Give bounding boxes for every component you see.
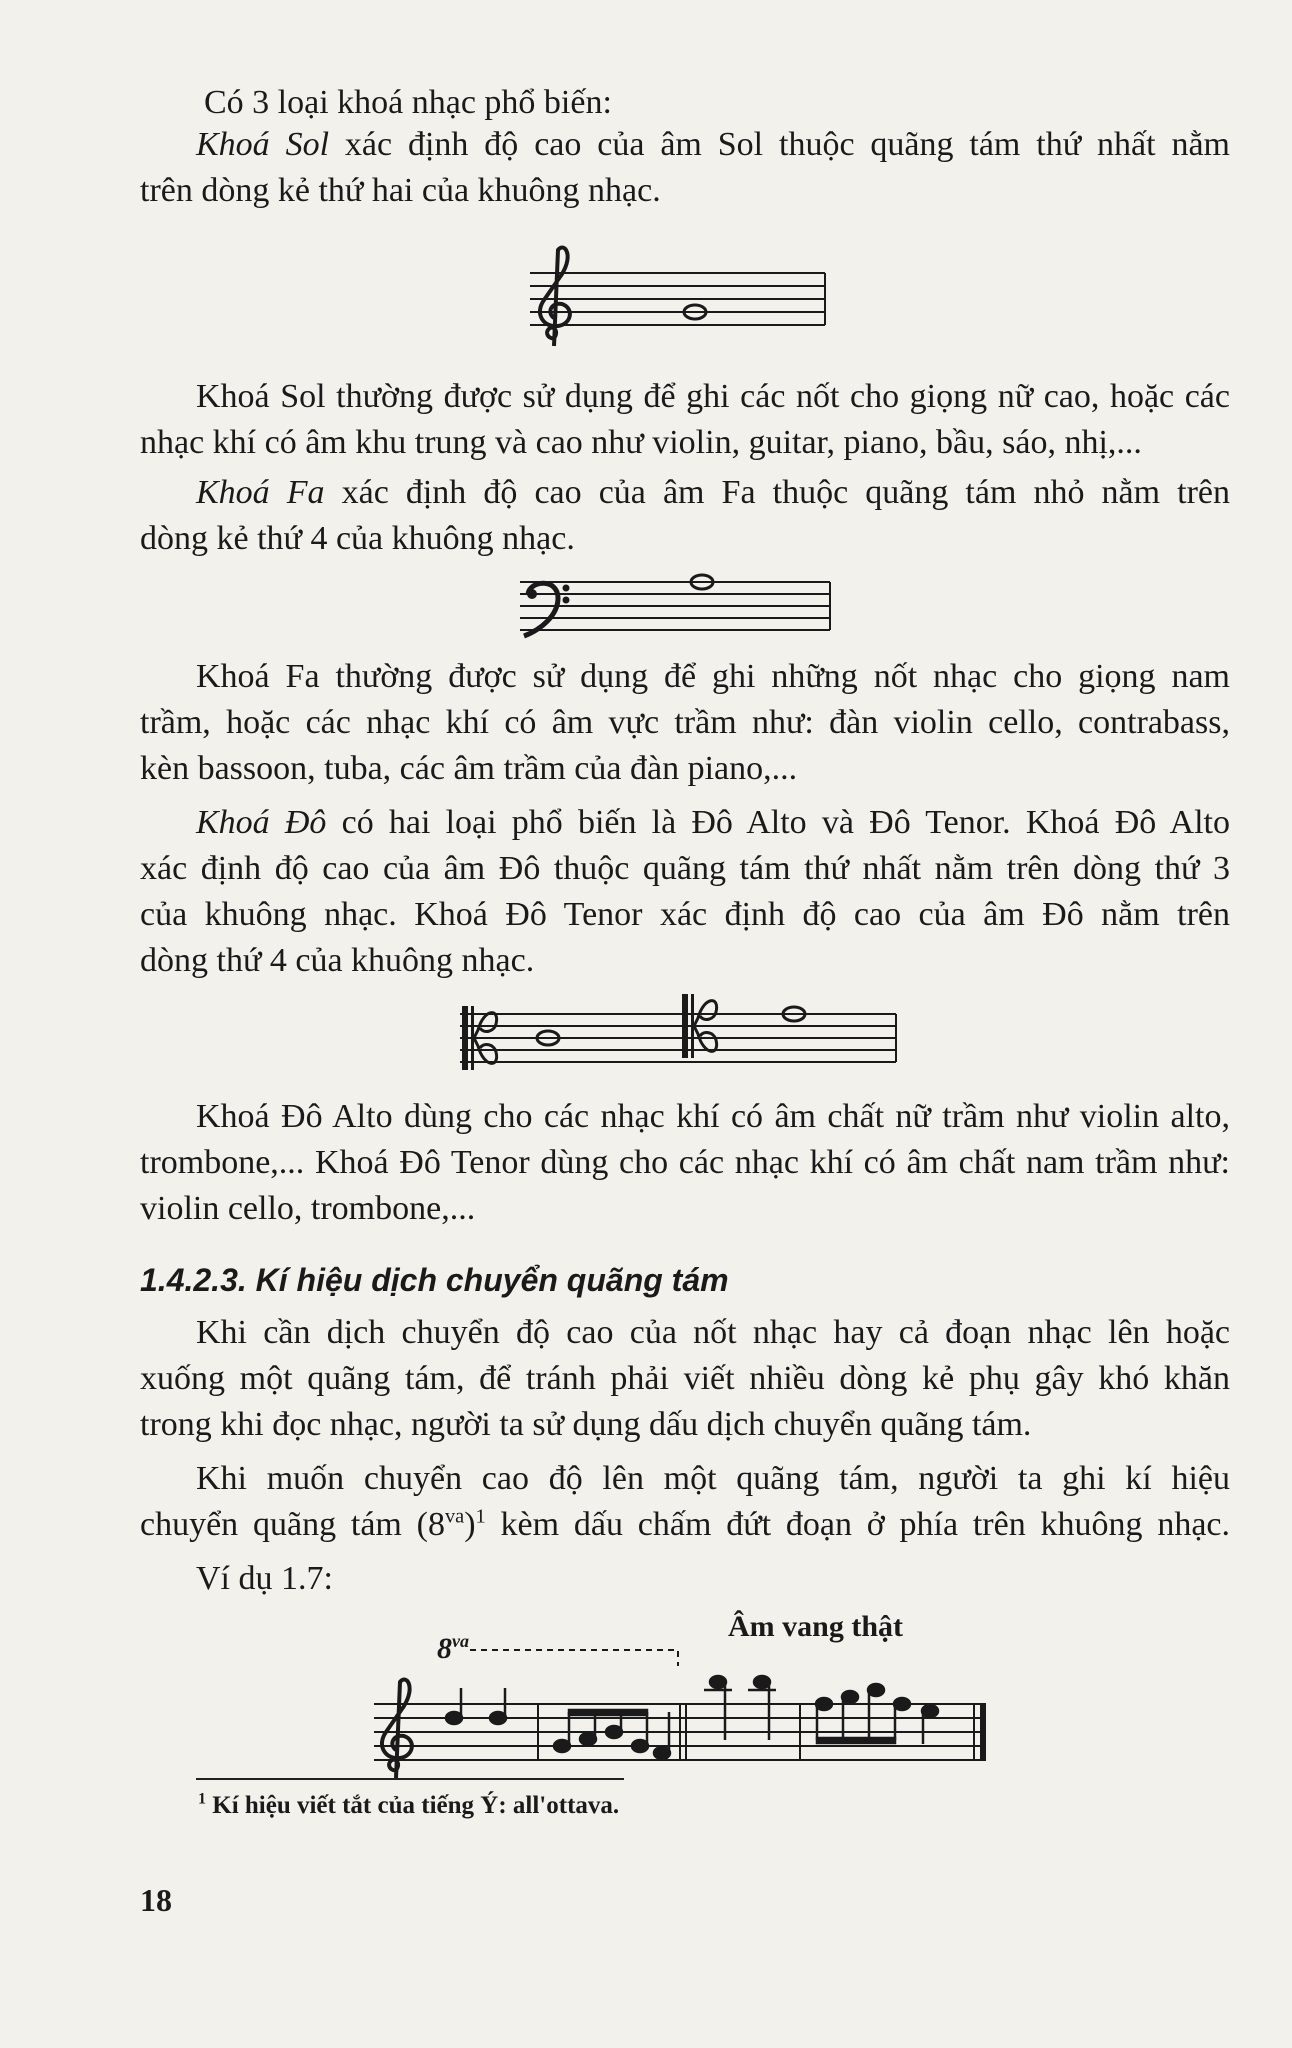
real-sound-label: Âm vang thật: [728, 1610, 904, 1643]
text-line: trên dòng kẻ thứ hai của khuông nhạc.: [140, 172, 661, 209]
text-line: Khoá Fa xác định độ cao của âm Fa thuộc quãng tám nhỏ nằm trên: [196, 474, 1230, 511]
text-line: Khi muốn chuyển cao độ lên một quãng tám, người ta ghi kí hiệu: [196, 1460, 1230, 1497]
ottava-dashed-line: [470, 1650, 678, 1666]
text-line: dòng kẻ thứ 4 của khuông nhạc.: [140, 520, 575, 557]
paragraph-octave-shift: [140, 1310, 1230, 1448]
ottava-mark: $8^{va}$: [437, 1631, 469, 1665]
text-line: Khoá Đô Alto dùng cho các nhạc khí có âm chất nữ trầm như violin alto,: [196, 1098, 1230, 1135]
text-line: chuyển quãng tám $(8^{va})^1$ kèm dấu chấm đứt đoạn ở phía trên khuông nhạc.: [140, 1505, 1230, 1543]
paragraph-octave-mark: [140, 1456, 1230, 1548]
measure-3-notes: [704, 1676, 776, 1740]
text-line: violin cello, trombone,...: [140, 1190, 476, 1227]
paragraph-bass-clef: [140, 470, 1230, 562]
ottava-example-staff: [374, 1640, 994, 1790]
section-heading: 1.4.2.3. Kí hiệu dịch chuyển quãng tám: [140, 1262, 729, 1298]
paragraph-treble-usage: [140, 374, 1230, 466]
paragraph-bass-usage: [140, 654, 1230, 792]
text-line: trong khi đọc nhạc, người ta sử dụng dấu dịch chuyển quãng tám.: [140, 1406, 1032, 1443]
text-line: của khuông nhạc. Khoá Đô Tenor xác định độ cao của âm Đô nằm trên: [140, 896, 1230, 933]
paragraph-c-clef: [140, 800, 1230, 984]
bass-clef-staff: [520, 572, 840, 642]
text-line: kèn bassoon, tuba, các âm trầm của đàn piano,...: [140, 750, 798, 787]
paragraph-c-clef-usage: [140, 1094, 1230, 1232]
text-line: Khoá Fa thường được sử dụng để ghi những nốt nhạc cho giọng nam: [196, 658, 1230, 695]
example-label: Ví dụ 1.7:: [196, 1560, 333, 1597]
text-line: trombone,... Khoá Đô Tenor dùng cho các nhạc khí có âm chất nam trầm như:: [140, 1144, 1230, 1181]
term-treble-clef: Khoá Sol: [196, 126, 330, 163]
term-c-clef: Khoá Đô: [196, 804, 327, 841]
footnote-ref: 1: [475, 1505, 486, 1528]
footnote: $^1$ Kí hiệu viết tắt của tiếng Ý: all'ottava.: [198, 1790, 620, 1819]
text-line: trầm, hoặc các nhạc khí có âm vực trầm như: đàn violin cello, contrabass,: [140, 704, 1230, 741]
paragraph-intro: [140, 80, 1230, 126]
treble-clef-staff: [530, 248, 830, 358]
page-number: 18: [140, 1882, 172, 1918]
term-bass-clef: Khoá Fa: [196, 474, 325, 511]
paragraph-treble-clef: [140, 122, 1230, 214]
text-line: Khoá Đô có hai loại phổ biến là Đô Alto và Đô Tenor. Khoá Đô Alto: [196, 804, 1230, 841]
c-clef-staff: [460, 1000, 900, 1080]
treble-clef-icon: [382, 1679, 412, 1778]
text-line: nhạc khí có âm khu trung và cao như violin, guitar, piano, bầu, sáo, nhị,...: [140, 424, 1142, 461]
treble-clef-icon: [540, 247, 570, 346]
measure-4-notes: [816, 1684, 938, 1744]
footnote-rule: [196, 1778, 624, 1780]
text-line: dòng thứ 4 của khuông nhạc.: [140, 942, 535, 979]
text-line: Khoá Sol xác định độ cao của âm Sol thuộc quãng tám thứ nhất nằm: [196, 126, 1230, 163]
text-line: Khi cần dịch chuyển độ cao của nốt nhạc hay cả đoạn nhạc lên hoặc: [196, 1314, 1230, 1351]
text-line: xuống một quãng tám, để tránh phải viết nhiều dòng kẻ phụ gây khó khăn: [140, 1360, 1230, 1397]
text-line: xác định độ cao của âm Đô thuộc quãng tám thứ nhất nằm trên dòng thứ 3: [140, 850, 1230, 887]
text-line: Có 3 loại khoá nhạc phổ biến:: [204, 84, 612, 121]
text-line: Khoá Sol thường được sử dụng để ghi các nốt cho giọng nữ cao, hoặc các: [196, 378, 1230, 415]
